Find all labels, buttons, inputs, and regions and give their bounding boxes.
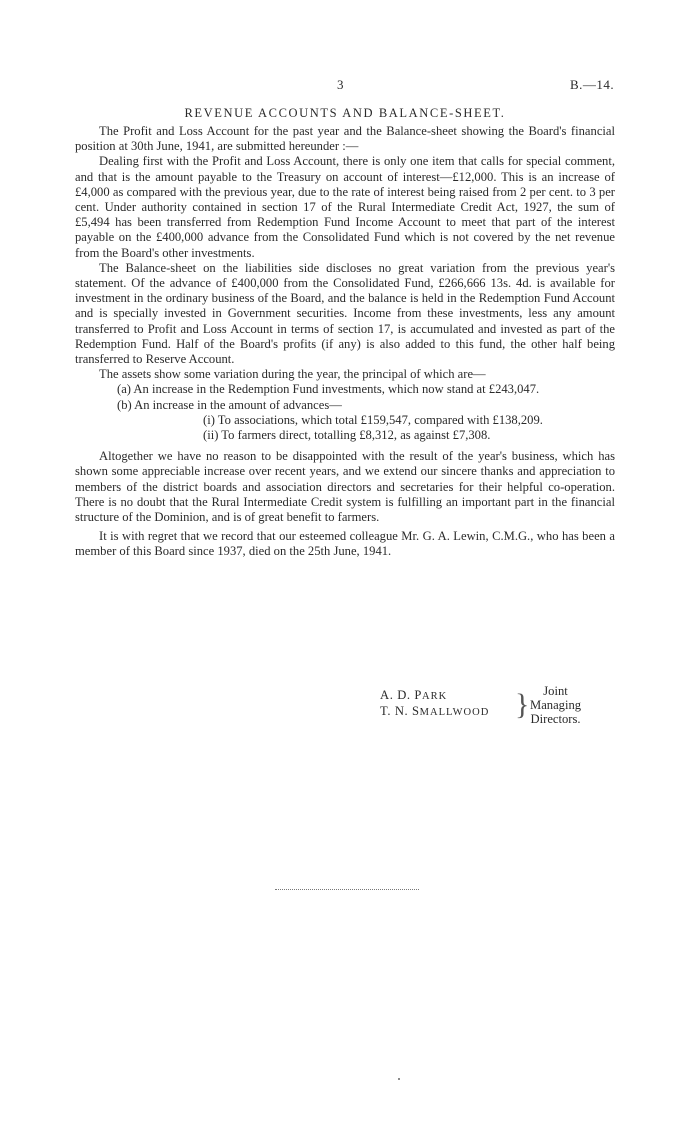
role-line-directors: Directors. xyxy=(530,712,581,726)
role-line-joint: Joint xyxy=(543,684,568,698)
signatory-smallwood-surname: MALLWOOD xyxy=(419,707,490,718)
body-text xyxy=(75,124,615,560)
signatory-smallwood xyxy=(380,704,489,720)
list-item-a: (a) An increase in the Redemption Fund investments, which now stand at £243,047. xyxy=(117,382,540,397)
signatory-smallwood-initials: T. N. S xyxy=(380,704,420,718)
brace-icon: } xyxy=(515,688,530,721)
signature-names xyxy=(380,688,489,720)
paragraph-profit-loss: Dealing first with the Profit and Loss Account, there is only one item that calls for special comment, and that is the amount payable to the Treasury on account of interest—£12,000. This is an increase of £4,000 as compared with the previous year, due to the rate of interest being raised from 2 per cent. to 3 per cent. Under authority contained in section 17 of the Rural Intermediate Credit Act, 1927, the sum of £5,494 has been transferred from Redemption Fund Income Account to meet that part of the interest payable on the £400,000 advance from the Consolidated Fund which is not covered by the net revenue from the Board's other investments. xyxy=(75,154,615,260)
list-item-i: (i) To associations, which total £159,547, compared with £138,209. xyxy=(203,412,543,427)
signatory-park xyxy=(380,688,489,704)
paragraph-obituary: It is with regret that we record that our esteemed colleague Mr. G. A. Lewin, C.M.G., who has been a member of this Board since 1937, died on the 25th June, 1941. xyxy=(75,529,615,559)
paragraph-intro: The Profit and Loss Account for the past year and the Balance-sheet showing the Board's financial position at 30th June, 1941, are submitted hereunder :— xyxy=(75,124,615,154)
signatory-park-surname: ARK xyxy=(422,691,448,702)
section-divider xyxy=(275,889,419,890)
paragraph-assets: The assets show some variation during the year, the principal of which are— xyxy=(99,367,486,382)
signatory-park-initials: A. D. P xyxy=(380,688,422,702)
document-reference: B.—14. xyxy=(570,77,615,92)
paragraph-balance-sheet: The Balance-sheet on the liabilities side discloses no great variation from the previous year's statement. Of the advance of £400,000 from the Consolidated Fund, £266,666 13s. 4d. is available for investment in the ordinary business of the Board, and the balance is held in the Redemption Fund Account and is specially invested in Government securities. Income from these investments, less any amount transferred to Profit and Loss Account in terms of section 17, is accumulated and invested as part of the Redemption Fund. Half of the Board's profits (if any) is also added to this fund, the other half being transferred to Reserve Account. xyxy=(75,260,615,367)
paragraph-conclusion: Altogether we have no reason to be disappointed with the result of the year's business, which has shown some appreciable increase over recent years, and we extend our sincere thanks and appreciation to members of the district boards and association directors and secretaries for their helpful co-operation. There is no doubt that the Rural Intermediate Credit system is fulfilling an important part in the financial structure of the Dominion, and is of great benefit to farmers. xyxy=(75,449,615,525)
list-item-ii: (ii) To farmers direct, totalling £8,312, as against £7,308. xyxy=(203,428,491,443)
section-heading: REVENUE ACCOUNTS AND BALANCE-SHEET. xyxy=(184,106,506,120)
page-number: 3 xyxy=(337,77,344,92)
list-item-b: (b) An increase in the amount of advances— xyxy=(117,397,342,412)
role-line-managing: Managing xyxy=(530,698,582,712)
signatory-role xyxy=(530,684,581,726)
stray-mark xyxy=(398,1078,400,1080)
